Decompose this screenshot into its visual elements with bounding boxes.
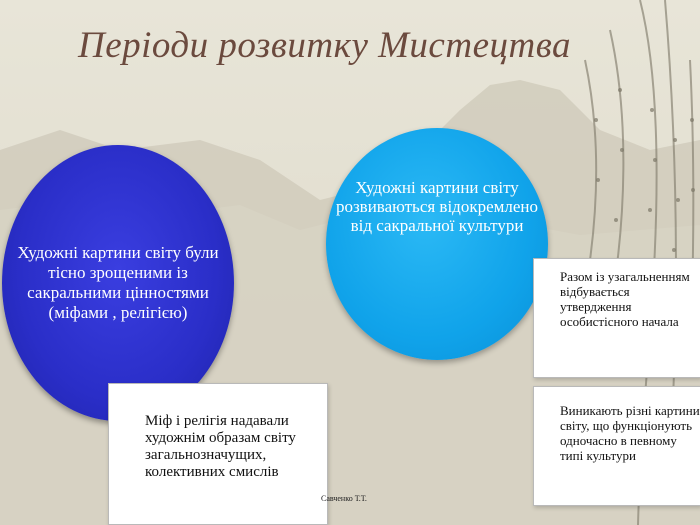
ellipse-right-text: Художні картини світу розвиваються відокремлено від сакральної культури <box>335 178 539 235</box>
text-box-right-bottom <box>533 386 700 506</box>
text-box-bottom-left <box>108 383 328 525</box>
slide-title: Періоди розвитку Мистецтва <box>78 25 572 66</box>
text-box-right-top <box>533 258 700 378</box>
ellipse-right-shape <box>326 128 548 360</box>
slide-footer-author: Савченко Т.Т. <box>321 494 367 503</box>
text-box-right-top-text: Разом із узагальненням відбувається утвердження особистісного начала <box>560 269 690 329</box>
ellipse-left-text: Художні картини світу були тісно зрощеними із сакральними цінностями (міфами , релігією) <box>17 243 219 322</box>
ellipse-left-shape <box>2 145 234 421</box>
text-box-right-bottom-text: Виникають різні картини світу, що функціонують одночасно в певному типі культури <box>560 403 700 463</box>
text-box-bottom-left-text: Міф і релігія надавали художнім образам світу загальнозначущих, колективних смислів <box>145 413 296 480</box>
